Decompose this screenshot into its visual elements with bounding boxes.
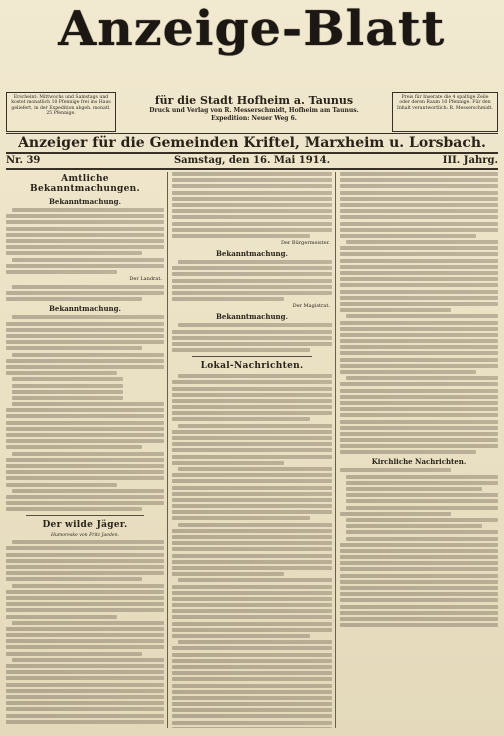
text-line xyxy=(172,498,332,502)
text-line xyxy=(172,690,332,694)
notice-heading: Bekanntmachung. xyxy=(49,304,121,314)
text-line xyxy=(6,602,164,606)
text-line xyxy=(172,535,332,539)
text-line xyxy=(340,605,498,609)
masthead-title: Anzeige-Blatt xyxy=(58,1,446,57)
text-line xyxy=(6,346,142,350)
text-line xyxy=(178,374,332,378)
issue-number: Nr. 39 xyxy=(6,155,41,166)
notice-body xyxy=(172,260,332,301)
text-line xyxy=(12,285,164,289)
text-line xyxy=(172,721,332,725)
text-line xyxy=(172,603,332,607)
text-line xyxy=(172,191,332,195)
text-line xyxy=(340,339,498,343)
text-line xyxy=(6,251,142,255)
text-line xyxy=(340,203,498,207)
text-line xyxy=(346,537,498,541)
text-line xyxy=(6,408,164,412)
column-3 xyxy=(340,172,498,728)
local-news-body xyxy=(172,374,332,728)
text-line xyxy=(12,208,164,212)
issue-bar xyxy=(6,154,498,170)
text-line xyxy=(172,387,332,391)
divider xyxy=(192,356,312,357)
notice-body xyxy=(172,172,332,238)
text-line xyxy=(340,283,498,287)
notice-body xyxy=(6,208,164,274)
text-line xyxy=(172,184,332,188)
text-line xyxy=(346,518,498,522)
text-line xyxy=(340,277,498,281)
text-line xyxy=(6,328,164,332)
text-line xyxy=(172,285,332,289)
text-line xyxy=(340,228,498,232)
text-line xyxy=(12,396,123,400)
text-line xyxy=(340,382,498,386)
text-line xyxy=(346,481,498,485)
text-line xyxy=(172,653,332,657)
text-line xyxy=(6,664,164,668)
text-line xyxy=(172,455,332,459)
text-line xyxy=(172,486,332,490)
text-line xyxy=(172,234,310,238)
text-line xyxy=(172,646,332,650)
text-line xyxy=(6,495,164,499)
text-line xyxy=(172,203,332,207)
text-line xyxy=(346,240,498,244)
text-line xyxy=(340,432,498,436)
text-line xyxy=(6,546,164,550)
text-line xyxy=(340,444,498,448)
text-line xyxy=(340,549,498,553)
text-line xyxy=(6,220,164,224)
text-line xyxy=(172,702,332,706)
text-line xyxy=(172,336,332,340)
text-line xyxy=(6,458,164,462)
text-line xyxy=(172,399,332,403)
text-line xyxy=(340,246,498,250)
text-line xyxy=(178,424,332,428)
text-line xyxy=(6,608,164,612)
text-line xyxy=(6,264,164,268)
text-line xyxy=(178,260,332,264)
text-line xyxy=(346,530,498,534)
text-line xyxy=(6,365,164,369)
text-line xyxy=(172,297,284,301)
text-line xyxy=(346,493,498,497)
text-line xyxy=(340,574,498,578)
text-line xyxy=(6,701,164,705)
text-line xyxy=(172,448,332,452)
notice-body xyxy=(172,323,332,352)
text-line xyxy=(340,209,498,213)
text-line xyxy=(172,714,332,718)
text-line xyxy=(178,523,332,527)
text-line xyxy=(340,450,476,454)
text-line xyxy=(6,577,142,581)
text-line xyxy=(6,559,164,563)
text-line xyxy=(178,467,332,471)
text-line xyxy=(172,228,332,232)
text-line xyxy=(340,438,498,442)
text-line xyxy=(340,172,498,176)
text-line xyxy=(340,617,498,621)
text-line xyxy=(340,271,498,275)
ad-price-box: Preis für Inserate die 4 spaltige Zeile oder deren Raum 10 Pfennige. Für den Inhalt verantwortlich: R. Messerschmidt. xyxy=(392,92,498,132)
text-line xyxy=(340,364,498,368)
text-line xyxy=(172,342,332,346)
text-line xyxy=(340,265,498,269)
text-line xyxy=(6,439,164,443)
text-line xyxy=(12,584,164,588)
text-line xyxy=(6,427,164,431)
text-line xyxy=(340,215,498,219)
local-news-continued xyxy=(340,172,498,454)
text-line xyxy=(172,330,332,334)
text-line xyxy=(172,665,332,669)
text-line xyxy=(346,506,498,510)
text-line xyxy=(172,222,332,226)
text-line xyxy=(6,645,164,649)
section-heading-official: Amtliche Bekanntmachungen. xyxy=(30,174,140,194)
text-line xyxy=(340,296,498,300)
text-line xyxy=(6,214,164,218)
text-line xyxy=(340,184,498,188)
story-byline: Humoreske von Fritz Jaeden. xyxy=(50,533,120,539)
text-line xyxy=(340,567,498,571)
text-line xyxy=(12,621,164,625)
text-line xyxy=(178,323,332,327)
text-line xyxy=(172,677,332,681)
text-line xyxy=(172,411,332,415)
text-line xyxy=(172,430,332,434)
text-line xyxy=(12,377,123,381)
text-line xyxy=(340,598,498,602)
text-line xyxy=(172,541,332,545)
text-line xyxy=(172,291,332,295)
text-line xyxy=(346,314,498,318)
text-line xyxy=(172,442,332,446)
text-line xyxy=(12,384,123,388)
church-news-body xyxy=(340,468,498,627)
text-line xyxy=(172,479,332,483)
text-line xyxy=(340,252,498,256)
text-line xyxy=(12,540,164,544)
text-line xyxy=(172,659,332,663)
text-line xyxy=(172,417,310,421)
text-line xyxy=(172,178,332,182)
text-line xyxy=(6,689,164,693)
text-line xyxy=(6,239,164,243)
text-line xyxy=(172,622,332,626)
text-line xyxy=(12,452,164,456)
notice-body xyxy=(6,315,164,511)
masthead-subtitle xyxy=(120,94,388,122)
text-line xyxy=(6,334,164,338)
text-line xyxy=(6,720,164,724)
text-line xyxy=(346,487,482,491)
text-line xyxy=(340,327,498,331)
text-line xyxy=(340,197,498,201)
text-line xyxy=(340,259,498,263)
column-rule xyxy=(335,172,336,728)
text-line xyxy=(172,516,310,520)
text-line xyxy=(6,501,164,505)
text-line xyxy=(172,348,310,352)
text-line xyxy=(172,585,332,589)
text-line xyxy=(340,420,498,424)
subtitle-city: für die Stadt Hofheim a. Taunus xyxy=(154,94,354,107)
text-line xyxy=(172,547,332,551)
text-line xyxy=(172,684,332,688)
text-line xyxy=(12,315,164,319)
text-line xyxy=(12,390,123,394)
text-line xyxy=(340,302,498,306)
text-line xyxy=(172,279,332,283)
text-line xyxy=(340,345,498,349)
story-heading: Der wilde Jäger. xyxy=(42,520,128,531)
text-line xyxy=(6,445,142,449)
text-line xyxy=(340,358,498,362)
text-line xyxy=(6,707,164,711)
text-line xyxy=(340,561,498,565)
text-line xyxy=(12,489,164,493)
text-line xyxy=(6,233,164,237)
text-line xyxy=(172,197,332,201)
text-line xyxy=(172,609,332,613)
text-line xyxy=(6,464,164,468)
text-line xyxy=(172,380,332,384)
text-line xyxy=(340,401,498,405)
text-line xyxy=(6,590,164,594)
text-line xyxy=(6,359,164,363)
column-rule xyxy=(167,172,168,728)
text-line xyxy=(172,634,310,638)
text-line xyxy=(172,572,284,576)
text-line xyxy=(6,683,164,687)
text-line xyxy=(6,507,142,511)
text-line xyxy=(340,389,498,393)
text-line xyxy=(6,322,164,326)
text-line xyxy=(340,191,498,195)
region-subline: Anzeiger für die Gemeinden Kriftel, Marxheim u. Lorsbach. xyxy=(6,133,498,154)
text-line xyxy=(6,639,164,643)
text-line xyxy=(340,333,498,337)
text-line xyxy=(178,578,332,582)
text-line xyxy=(340,543,498,547)
text-line xyxy=(172,492,332,496)
text-line xyxy=(6,470,164,474)
text-line xyxy=(12,258,164,262)
text-line xyxy=(340,222,498,226)
text-line xyxy=(6,676,164,680)
text-line xyxy=(340,308,451,312)
text-line xyxy=(172,209,332,213)
text-line xyxy=(172,566,332,570)
text-line xyxy=(172,591,332,595)
text-line xyxy=(6,483,117,487)
text-line xyxy=(340,395,498,399)
text-line xyxy=(346,376,498,380)
text-line xyxy=(172,461,284,465)
text-line xyxy=(6,245,164,249)
column-1 xyxy=(6,172,164,728)
text-line xyxy=(6,371,117,375)
text-line xyxy=(172,436,332,440)
text-line xyxy=(6,433,164,437)
masthead xyxy=(8,1,496,57)
text-line xyxy=(6,627,164,631)
text-line xyxy=(172,708,332,712)
notice-body xyxy=(6,285,164,301)
text-line xyxy=(172,671,332,675)
text-line xyxy=(172,215,332,219)
column-2 xyxy=(172,172,332,728)
issue-date: Samstag, den 16. Mai 1914. xyxy=(173,155,331,166)
text-line xyxy=(12,658,164,662)
text-line xyxy=(172,554,332,558)
text-line xyxy=(6,553,164,557)
text-line xyxy=(6,714,164,718)
section-heading-local: Lokal-Nachrichten. xyxy=(200,361,304,372)
text-line xyxy=(346,499,498,503)
text-line xyxy=(172,272,332,276)
text-line xyxy=(172,615,332,619)
text-line xyxy=(340,407,498,411)
text-line xyxy=(172,473,332,477)
text-line xyxy=(172,727,332,728)
text-line xyxy=(340,623,498,627)
text-line xyxy=(340,321,498,325)
text-line xyxy=(172,560,332,564)
text-line xyxy=(172,172,332,176)
text-line xyxy=(178,640,332,644)
text-line xyxy=(340,351,498,355)
text-line xyxy=(12,353,164,357)
text-line xyxy=(172,628,332,632)
text-line xyxy=(340,586,498,590)
text-line xyxy=(6,476,164,480)
text-line xyxy=(340,290,498,294)
divider xyxy=(26,515,144,516)
text-line xyxy=(346,524,482,528)
text-line xyxy=(340,512,451,516)
text-line xyxy=(340,468,451,472)
text-line xyxy=(6,340,164,344)
text-line xyxy=(6,291,164,295)
text-line xyxy=(340,555,498,559)
notice-signature: Der Landrat. xyxy=(129,276,162,283)
text-line xyxy=(340,370,476,374)
text-line xyxy=(340,413,498,417)
notice-signature: Der Magistrat. xyxy=(292,303,330,310)
subtitle-publisher: Druck und Verlag von R. Messerschmidt, Hofheim am Taunus. xyxy=(149,107,359,114)
text-line xyxy=(172,393,332,397)
church-news-heading: Kirchliche Nachrichten. xyxy=(371,457,467,467)
text-line xyxy=(340,611,498,615)
text-line xyxy=(172,405,332,409)
text-line xyxy=(172,504,332,508)
text-line xyxy=(172,696,332,700)
text-line xyxy=(6,652,142,656)
text-line xyxy=(6,633,164,637)
text-line xyxy=(340,580,498,584)
text-line xyxy=(6,297,142,301)
text-line xyxy=(6,596,164,600)
subtitle-expedition: Expedition: Neuer Weg 6. xyxy=(211,115,297,122)
issue-year: III. Jahrg. xyxy=(442,155,498,166)
text-line xyxy=(6,695,164,699)
text-line xyxy=(340,426,498,430)
text-line xyxy=(340,178,498,182)
notice-heading: Bekanntmachung. xyxy=(216,249,288,259)
text-line xyxy=(172,597,332,601)
text-line xyxy=(346,475,498,479)
text-line xyxy=(6,421,164,425)
text-line xyxy=(6,270,117,274)
text-line xyxy=(340,234,476,238)
text-line xyxy=(6,615,117,619)
text-line xyxy=(6,571,164,575)
text-line xyxy=(172,510,332,514)
text-line xyxy=(6,670,164,674)
notice-heading: Bekanntmachung. xyxy=(216,312,288,322)
text-line xyxy=(172,266,332,270)
text-line xyxy=(340,592,498,596)
text-line xyxy=(172,529,332,533)
text-line xyxy=(12,402,164,406)
notice-heading: Bekanntmachung. xyxy=(49,197,121,206)
notice-signature: Der Bürgermeister. xyxy=(280,240,330,247)
story-body xyxy=(6,540,164,723)
text-line xyxy=(6,414,164,418)
subscription-info-box: Erscheint: Mittwochs und Samstags und kostet monatlich 10 Pfennige frei ins Haus geliefert, in der Expedition abgeh. monatl. 25 Pfennige. xyxy=(6,92,116,132)
text-line xyxy=(6,227,164,231)
text-line xyxy=(6,565,164,569)
